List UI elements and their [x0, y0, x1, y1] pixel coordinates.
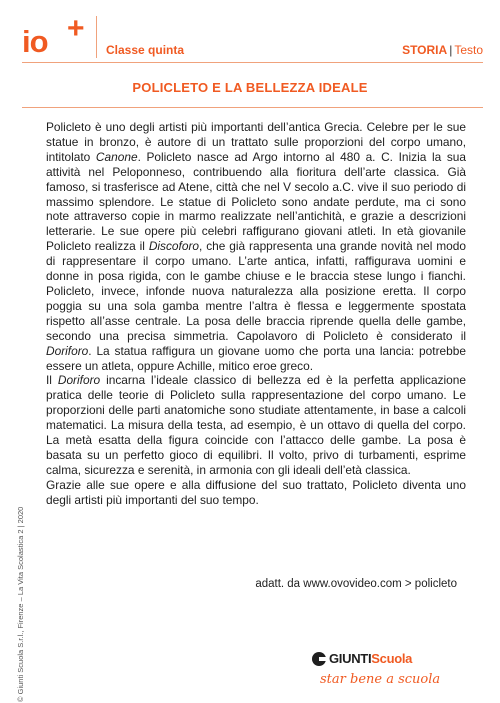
subject-type: Testo [454, 43, 483, 57]
source-credit: adatt. da www.ovovideo.com > policleto [255, 578, 457, 590]
subject-label [402, 43, 483, 57]
paragraph-2 [46, 373, 466, 477]
italic-title: Doriforo [46, 343, 89, 358]
giunti-scuola-logo [312, 652, 452, 692]
paragraph-1 [46, 120, 466, 373]
article-body [46, 120, 466, 508]
text-run: Grazie alle sue opere e alla diffusione del suo trattato, Policleto diventa uno degli artisti più importanti del suo tempo. [46, 477, 466, 507]
text-run: incarna l’ideale classico di bellezza ed è la perfetta applicazione pratica delle teorie di Policleto sulla rappresentazione del corpo umano. Le proporzioni delle parti anatomiche sono studiate attentamente, in base a calcoli matematici. La misura della testa, ad esempio, è un ottavo di quella del corpo. La metà esatta della figura coincide con l’attacco delle gambe. La posa è basata su un perfetto gioco di equilibri. Il volto, privo di turbamenti, esprime calma, sicurezza e serenità, in armonia con gli ideali dell’età classica. [46, 373, 466, 477]
text-run: Il [46, 373, 58, 388]
plus-icon: + [67, 12, 85, 45]
subject-name: STORIA [402, 43, 448, 57]
paragraph-3 [46, 478, 466, 508]
text-run: . Policleto nasce ad Argo intorno al 480 a. C. Inizia la sua attività nel Peloponneso, contribuendo alla fioritura dell’arte classica. Già famoso, si trasferisce ad Atene, città che nel V secolo a.C. vive il suo periodo di massimo splendore. Le statue di Policleto sono andate perdute, ma ci sono note attraverso copie in marmo realizzate nell’antichità, e grazie a descrizioni letterarie. Le sue opere più celebri raffigurano giovani atleti. In età giovanile Policleto realizza il [46, 149, 467, 254]
subject-separator: | [449, 43, 453, 57]
text-run: Policleto è uno degli artisti più importanti dell’antica Grecia. Celebre per le sue statue in bronzo, è autore di un trattato sulle proporzioni del corpo umano, intitolato [46, 120, 466, 164]
copyright-notice: © Giunti Scuola S.r.l., Firenze – La Vita Scolastica 2 | 2020 [16, 506, 25, 702]
italic-title: Doriforo [57, 373, 101, 388]
title-rule [22, 107, 483, 108]
logo-text: io [22, 24, 48, 59]
brand-name-b: Scuola [371, 651, 413, 666]
io-plus-logo [22, 12, 88, 64]
brand-name-a: GIUNTI [329, 651, 372, 666]
brand-tagline: star bene a scuola [320, 672, 441, 687]
italic-title: Discoforo [148, 239, 200, 254]
class-label: Classe quinta [106, 43, 185, 57]
header-divider [96, 16, 97, 58]
brand-name [329, 651, 412, 666]
page-title: POLICLETO E LA BELLEZZA IDEALE [132, 80, 368, 95]
giunti-g-icon [312, 652, 326, 666]
italic-title: Canone [95, 149, 138, 164]
top-rule [22, 62, 483, 63]
text-run: . La statua raffigura un giovane uomo che porta una lancia: potrebbe essere un atleta, oppure Achille, mitico eroe greco. [46, 343, 466, 373]
text-run: , che già rappresenta una grande novità nel modo di rappresentare il corpo umano. L’arte antica, infatti, raffigurava uomini e donne in posa rigida, con le gambe chiuse e le braccia stese lungo i fianchi. Policleto, invece, infonde nuova naturalezza alla posizione eretta. Il corpo poggia su una sola gamba mentre l’altra è flessa e leggermente spostata rispetto all’asse centrale. La posa delle braccia riprende quella delle gambe, secondo una precisa simmetria. Capolavoro di Policleto è considerato il [46, 239, 466, 343]
